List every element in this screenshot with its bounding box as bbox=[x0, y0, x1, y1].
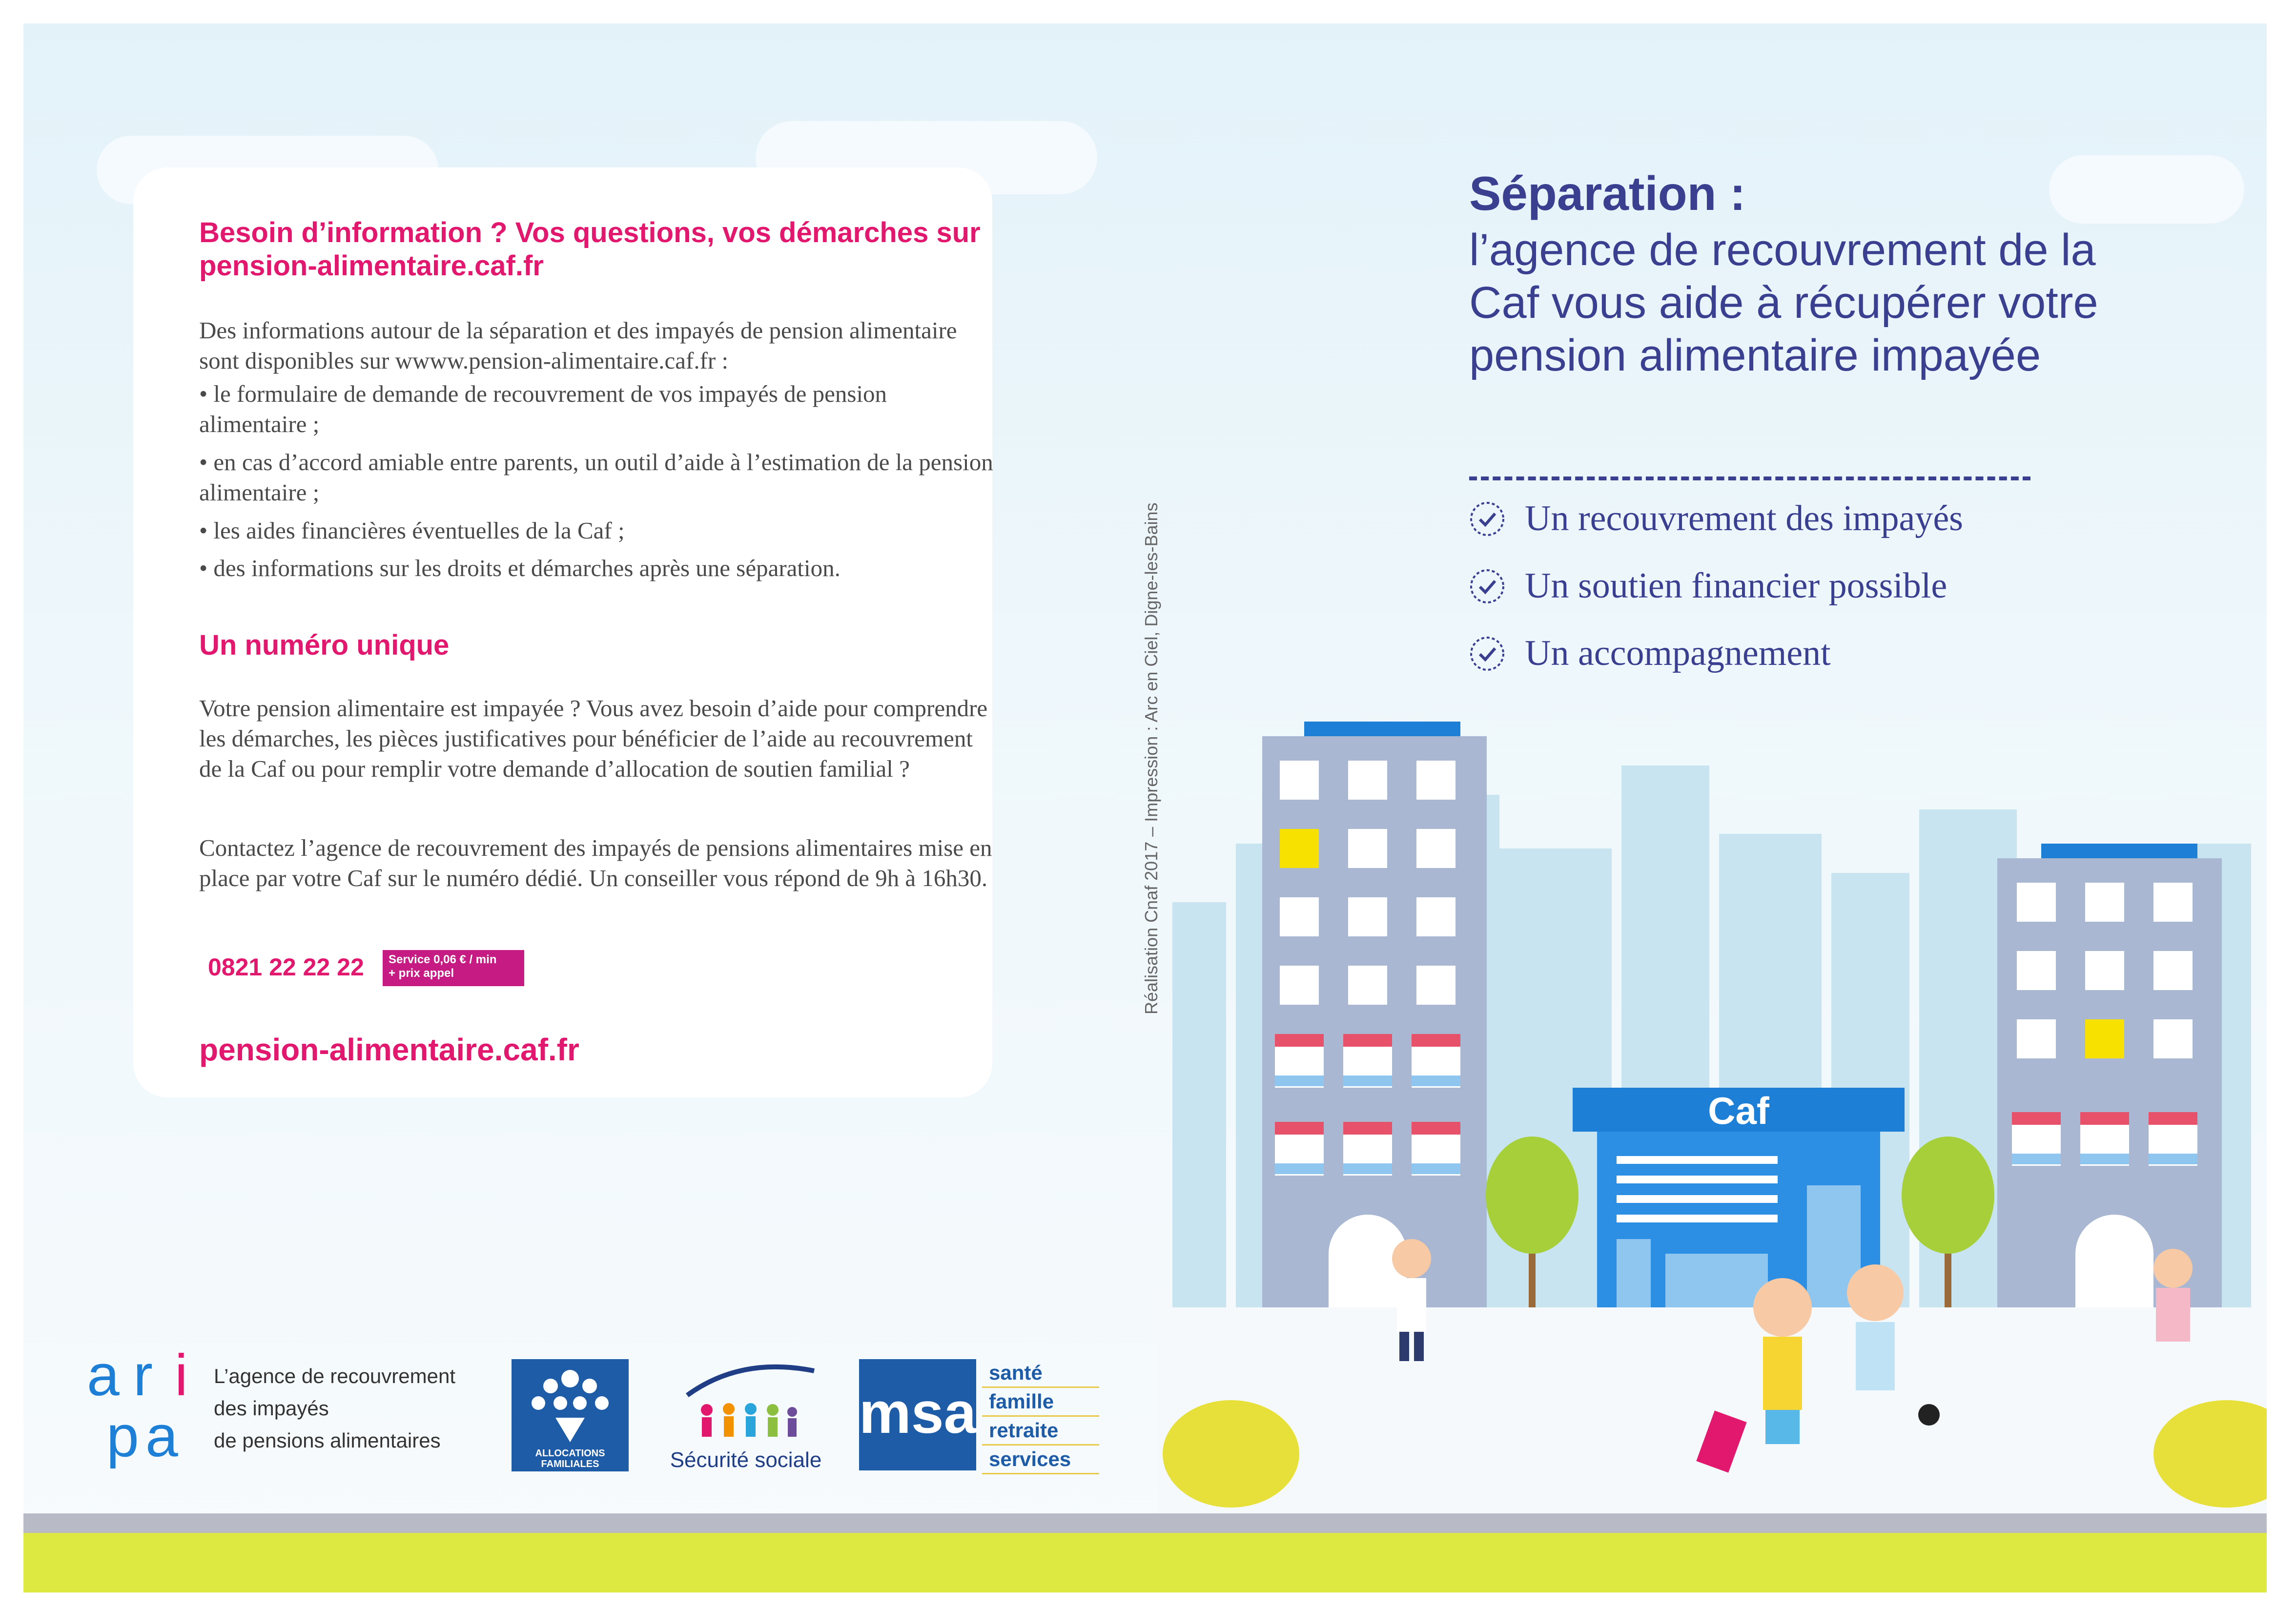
footer-grey-strip bbox=[23, 1513, 2267, 1533]
aripa-tagline-line: de pensions alimentaires bbox=[214, 1429, 441, 1452]
caf-building-sign: Caf bbox=[1708, 1089, 1769, 1132]
numero-paragraph: Votre pension alimentaire est impayée ? Vous avez besoin d’aide pour comprendre les démarches, les pièces justificatives pour bénéficier de l’aide au recouvrement de la Caf ou pour remplir votre demande d’allocation de soutien familial ? bbox=[199, 695, 988, 782]
caf-logo-label bbox=[512, 1448, 629, 1469]
check-circle-icon bbox=[1469, 501, 1505, 537]
heading-numero-unique: Un numéro unique bbox=[199, 629, 450, 661]
msa-line: services bbox=[982, 1446, 1099, 1474]
msa-line: famille bbox=[982, 1388, 1099, 1417]
heading-information: Besoin d’information ? Vos questions, vos démarches sur pension-alimentaire.caf.fr bbox=[199, 217, 981, 282]
bullet-item: • en cas d’accord amiable entre parents, un outil d’aide à l’estimation de la pension alimentaire ; bbox=[199, 449, 993, 506]
aripa-tagline bbox=[214, 1360, 455, 1457]
phone-number: 0821 22 22 22 bbox=[208, 953, 364, 981]
msa-tagline bbox=[982, 1359, 1099, 1474]
msa-letters: msa bbox=[859, 1380, 977, 1446]
tariff-line: + prix appel bbox=[389, 967, 454, 980]
check-item bbox=[1469, 565, 1947, 607]
brochure-sheet bbox=[23, 23, 2267, 1592]
msa-line: retraite bbox=[982, 1417, 1099, 1446]
check-label: Un soutien financier possible bbox=[1525, 566, 1948, 606]
aripa-letter: a bbox=[87, 1343, 120, 1408]
title-separation: Séparation : bbox=[1469, 166, 1746, 220]
dashed-divider bbox=[1469, 476, 2030, 480]
check-circle-icon bbox=[1469, 568, 1505, 604]
website-url: pension-alimentaire.caf.fr bbox=[199, 1032, 579, 1067]
title-subtitle: l’agence de recouvrement de la Caf vous aide à récupérer votre pension alimentaire impayée bbox=[1469, 225, 2098, 380]
intro-paragraph: Des informations autour de la séparation et des impayés de pension alimentaire sont disponibles sur wwww.pension-alimentaire.caf.fr : bbox=[199, 317, 957, 374]
aripa-letter: r bbox=[133, 1343, 153, 1408]
check-label: Un accompagnement bbox=[1525, 633, 1831, 673]
family-tree-icon bbox=[512, 1359, 629, 1447]
caf-logo-label-line: FAMILIALES bbox=[541, 1459, 599, 1469]
aripa-tagline-line: des impayés bbox=[214, 1397, 329, 1420]
aripa-tagline-line: L’agence de recouvrement bbox=[214, 1365, 455, 1387]
check-label: Un recouvrement des impayés bbox=[1525, 498, 1963, 538]
msa-logo bbox=[859, 1359, 976, 1470]
phone-tariff-tag bbox=[383, 950, 524, 986]
securite-sociale-label: Sécurité sociale bbox=[670, 1448, 822, 1472]
aripa-letter: p bbox=[106, 1404, 139, 1469]
aripa-letter: i bbox=[175, 1343, 188, 1408]
aripa-logo bbox=[87, 1342, 204, 1478]
contact-paragraph: Contactez l’agence de recouvrement des impayés de pensions alimentaires mise en place par votre Caf sur le numéro dédié. Un conseiller vous répond de 9h à 16h30. bbox=[199, 834, 992, 891]
bullet-item: • les aides financières éventuelles de la Caf ; bbox=[199, 517, 625, 544]
footer-yellow-strip bbox=[23, 1533, 2267, 1592]
caf-logo-label-line: ALLOCATIONS bbox=[535, 1448, 605, 1459]
tariff-line: Service 0,06 € / min bbox=[389, 953, 497, 966]
check-item bbox=[1469, 498, 1963, 539]
msa-line: santé bbox=[982, 1359, 1099, 1388]
cloud-shape bbox=[2049, 155, 2244, 224]
check-circle-icon bbox=[1469, 636, 1505, 672]
check-item bbox=[1469, 633, 1831, 674]
bullet-item: • des informations sur les droits et démarches après une séparation. bbox=[199, 555, 840, 581]
print-credit: Réalisation Cnaf 2017 – Impression : Arc en Ciel, Digne-les-Bains bbox=[1141, 502, 1161, 1014]
bullet-item: • le formulaire de demande de recouvrement de vos impayés de pension alimentaire ; bbox=[199, 380, 887, 437]
aripa-letter: a bbox=[145, 1404, 178, 1469]
